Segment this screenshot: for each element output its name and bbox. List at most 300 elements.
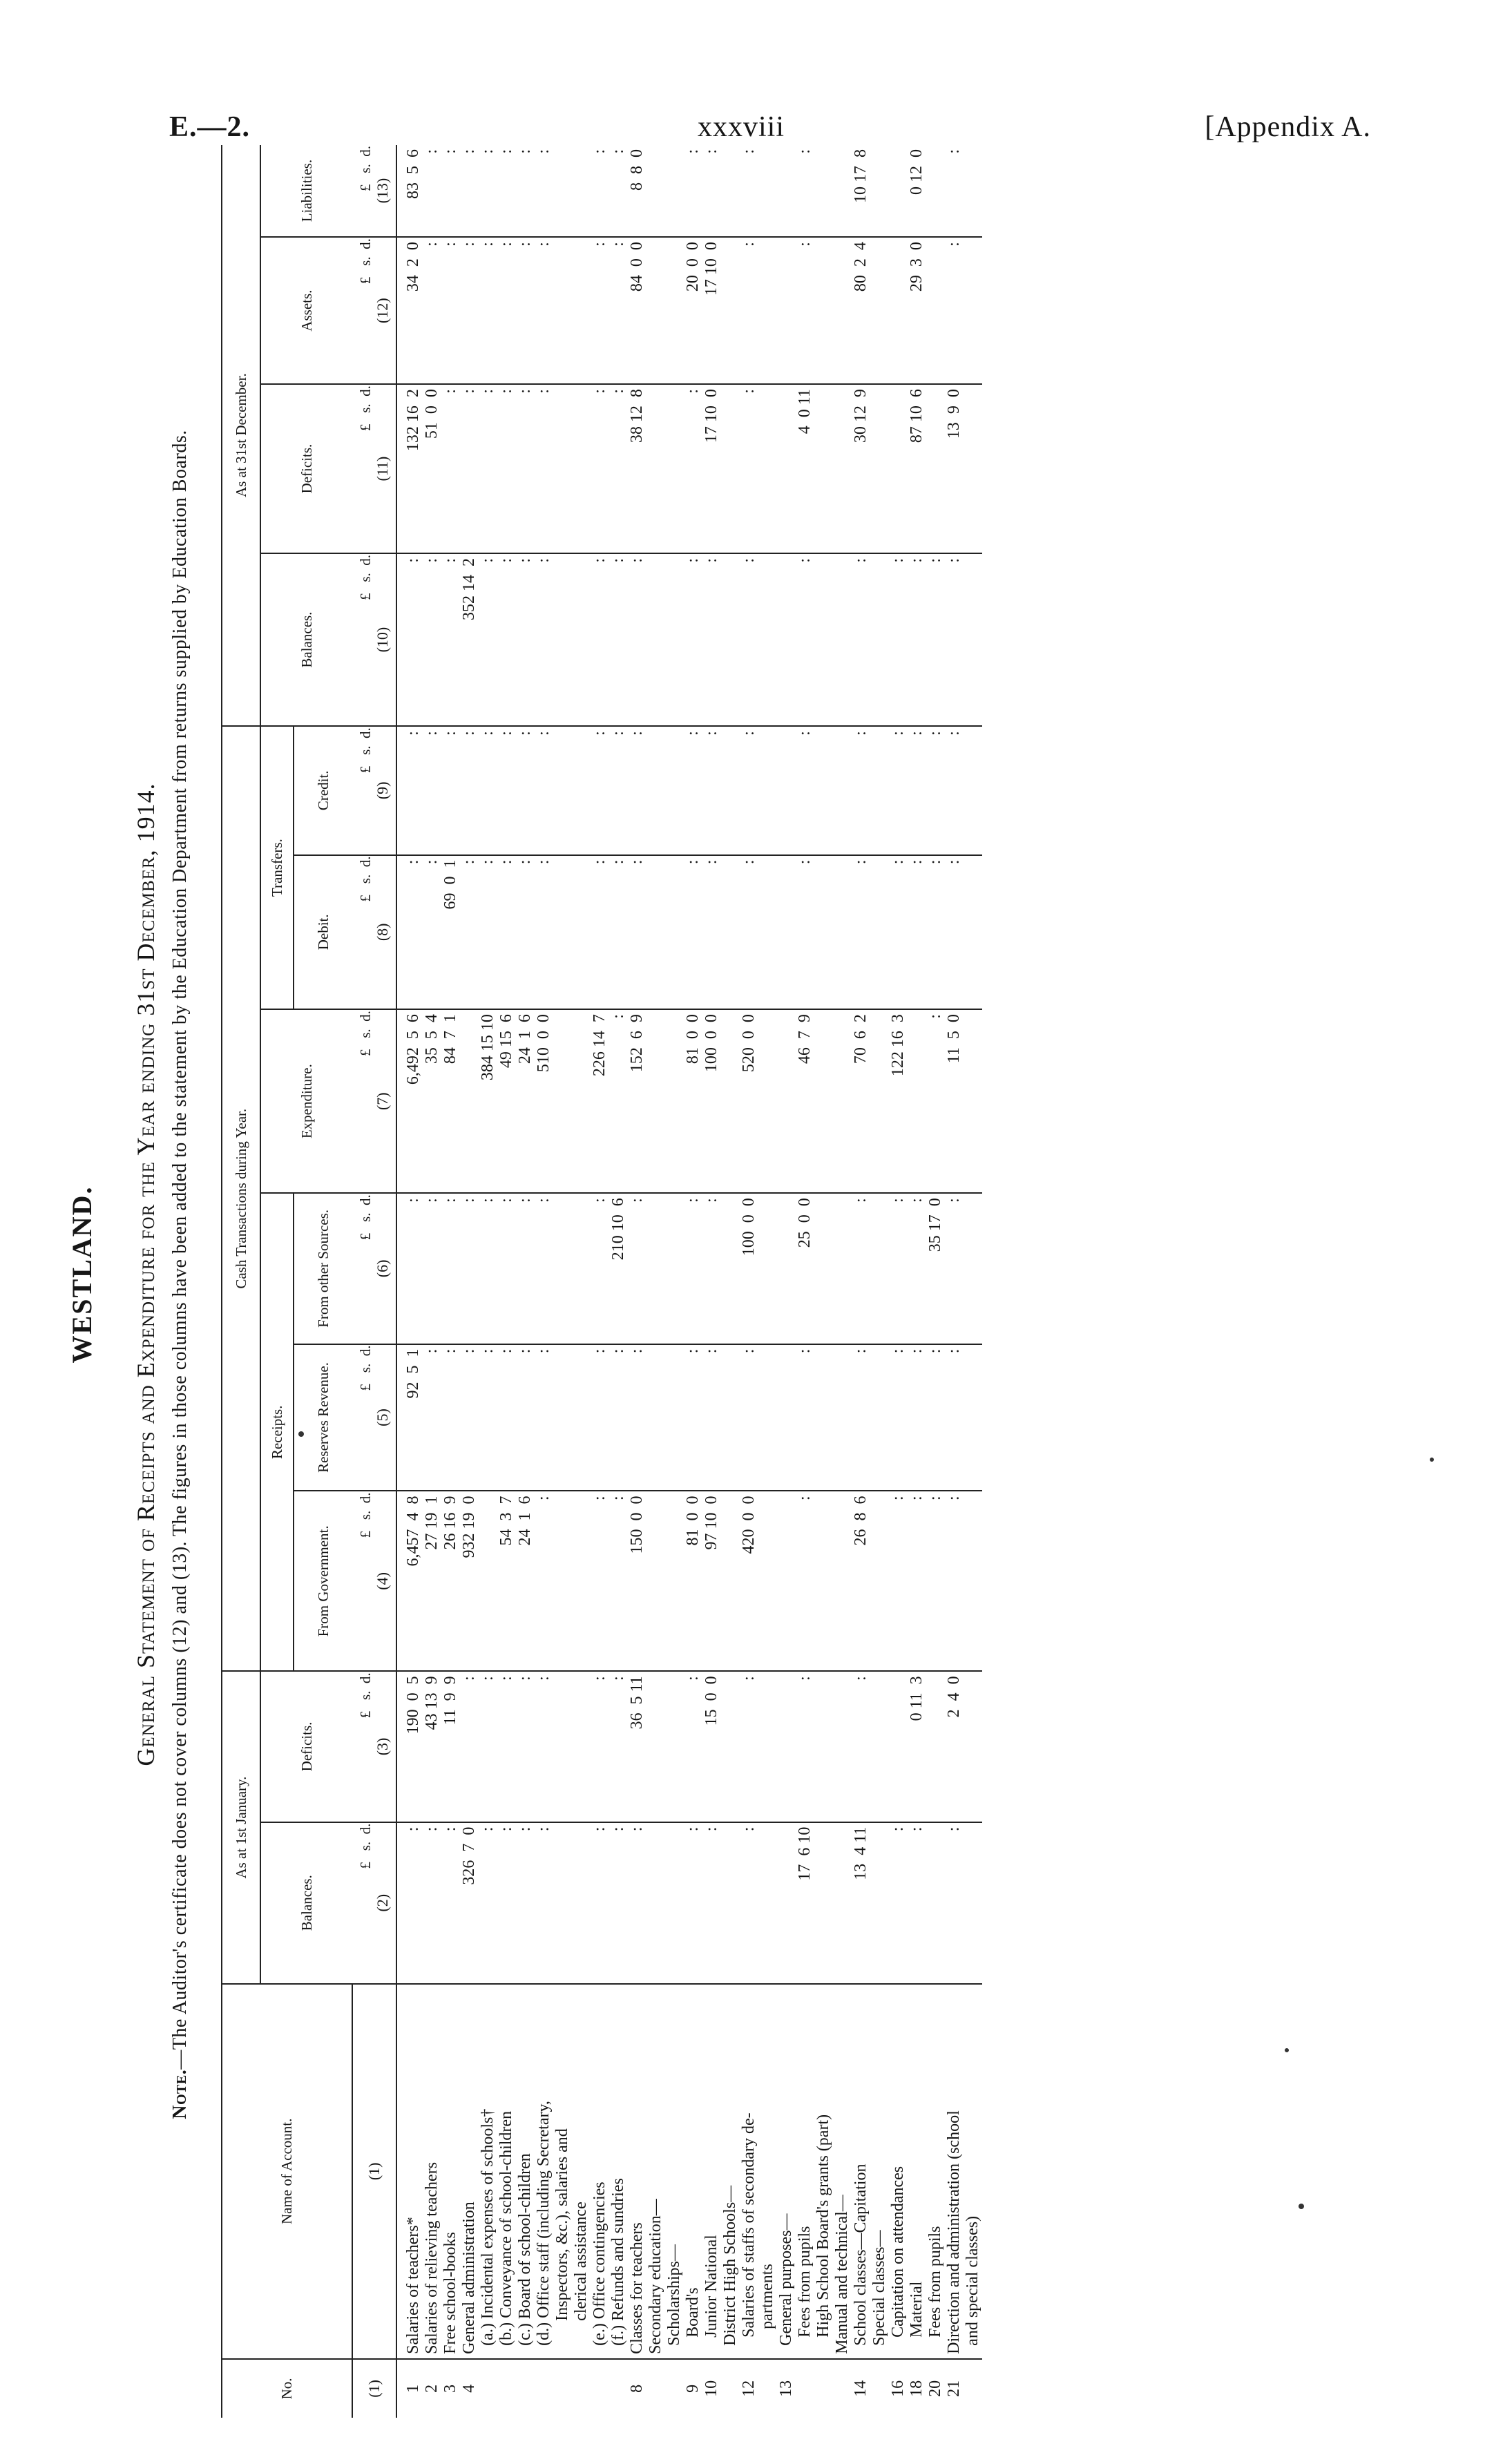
cell-col-10: [721, 553, 740, 726]
col-number-label: (7): [373, 1092, 391, 1111]
cell-account-name: Salaries of staffs of secondary de-: [740, 1984, 758, 2359]
cell-account-name: Material: [908, 1984, 926, 2359]
cell-col-10: :: [908, 553, 926, 726]
cell-col-2: :: [889, 1822, 908, 1984]
cell-col-4: [646, 1491, 665, 1671]
cell-account-name: partments: [758, 1984, 777, 2359]
cell-col-12: [870, 237, 889, 384]
cell-col-6: :: [684, 1193, 702, 1344]
cell-col-4: :: [535, 1491, 553, 1671]
cell-col-3: [777, 1671, 796, 1822]
table-row: [889, 145, 908, 2418]
cell-col-7: 226 14 7: [591, 1009, 609, 1193]
col-number-label: (2): [373, 1893, 391, 1912]
cell-col-8: [758, 855, 777, 1010]
cell-col-5: :: [926, 1344, 945, 1491]
cell-col-11: :: [441, 384, 460, 553]
cell-col-2: [777, 1822, 796, 1984]
col-header-debit: Debit.: [294, 855, 352, 1010]
cell-col-13: [889, 145, 908, 237]
cell-col-5: [721, 1344, 740, 1491]
cell-col-6: [964, 1193, 982, 1344]
cell-col-5: :: [535, 1344, 553, 1491]
cell-col-2: :: [441, 1822, 460, 1984]
cell-row-number: 2: [423, 2384, 441, 2393]
cell-col-9: :: [852, 726, 870, 854]
cell-col-4: :: [908, 1491, 926, 1671]
cell-col-4: :: [926, 1491, 945, 1671]
cell-col-13: [721, 145, 740, 237]
cell-col-6: :: [535, 1193, 553, 1344]
cell-col-9: :: [702, 726, 721, 854]
cell-row-number: [833, 2359, 852, 2418]
cell-col-2: :: [535, 1822, 553, 1984]
cell-col-6: :: [628, 1193, 646, 1344]
cell-col-9: [777, 726, 796, 854]
cell-col-13: 0 12 0: [908, 145, 926, 237]
cell-col-7: [758, 1009, 777, 1193]
cell-col-13: 8 8 0: [628, 145, 646, 237]
cell-account-name: Free school-books: [441, 1984, 460, 2359]
cell-col-5: :: [516, 1344, 535, 1491]
cell-col-7: 35 5 4: [423, 1009, 441, 1193]
cell-col-8: [721, 855, 740, 1010]
cell-col-11: [665, 384, 684, 553]
lsd-units: £ s. d.: [356, 385, 374, 432]
cell-col-4: :: [889, 1491, 908, 1671]
col-header-balances-jan: Balances.: [260, 1822, 352, 1984]
cell-account-name: (f.) Refunds and sundries: [609, 1984, 628, 2359]
cell-col-6: [665, 1193, 684, 1344]
cell-col-6: [553, 1193, 572, 1344]
col-number-7: [352, 1009, 396, 1193]
cell-col-11: :: [609, 384, 628, 553]
col-number-12: [352, 237, 396, 384]
table-row: [702, 145, 721, 2418]
cell-col-13: [758, 145, 777, 237]
cell-col-4: [964, 1491, 982, 1671]
cell-col-10: :: [852, 553, 870, 726]
cell-col-5: :: [591, 1344, 609, 1491]
cell-col-8: :: [852, 855, 870, 1010]
cell-col-9: :: [945, 726, 964, 854]
cell-col-11: :: [684, 384, 702, 553]
lsd-units: £ s. d.: [356, 554, 374, 600]
page-number: xxxviii: [698, 111, 785, 143]
cell-col-12: [665, 237, 684, 384]
cell-col-6: [646, 1193, 665, 1344]
cell-account-name: High School Board's grants (part): [814, 1984, 833, 2359]
cell-col-5: :: [423, 1344, 441, 1491]
cell-col-12: :: [740, 237, 758, 384]
cell-col-11: :: [479, 384, 497, 553]
cell-col-6: :: [591, 1193, 609, 1344]
cell-col-11: [777, 384, 796, 553]
cell-col-5: :: [889, 1344, 908, 1491]
cell-col-11: [814, 384, 833, 553]
cell-account-name: Special classes—: [870, 1984, 889, 2359]
page-code: E.—2.: [169, 111, 251, 143]
cell-col-9: :: [591, 726, 609, 854]
cell-col-5: :: [740, 1344, 758, 1491]
cell-col-7: 384 15 10: [479, 1009, 497, 1193]
cell-col-11: [926, 384, 945, 553]
cell-col-9: [665, 726, 684, 854]
cell-account-name: Fees from pupils: [796, 1984, 814, 2359]
col-number-label: (13): [373, 178, 391, 204]
table-row: [908, 145, 926, 2418]
cell-col-13: :: [535, 145, 553, 237]
cell-col-2: [870, 1822, 889, 1984]
cell-col-4: [758, 1491, 777, 1671]
lsd-units: £ s. d.: [356, 1011, 374, 1057]
cell-col-11: 38 12 8: [628, 384, 646, 553]
cell-col-5: [964, 1344, 982, 1491]
cell-col-13: :: [479, 145, 497, 237]
cell-col-3: 43 13 9: [423, 1671, 441, 1822]
cell-col-3: :: [684, 1671, 702, 1822]
cell-col-13: :: [945, 145, 964, 237]
col-header-deficits-jan: Deficits.: [260, 1671, 352, 1822]
cell-col-4: [777, 1491, 796, 1671]
col-number-label: (8): [373, 923, 391, 942]
cell-col-2: [833, 1822, 852, 1984]
cell-col-7: 84 7 1: [441, 1009, 460, 1193]
cell-col-2: :: [423, 1822, 441, 1984]
cell-col-11: [833, 384, 852, 553]
cell-col-7: [833, 1009, 852, 1193]
cell-col-10: [833, 553, 852, 726]
cell-col-10: :: [926, 553, 945, 726]
cell-col-8: [646, 855, 665, 1010]
cell-col-7: 520 0 0: [740, 1009, 758, 1193]
cell-account-name: (c.) Board of school-children: [516, 1984, 535, 2359]
cell-col-7: [460, 1009, 479, 1193]
lsd-units: £ s. d.: [356, 727, 374, 774]
cell-col-6: 35 17 0: [926, 1193, 945, 1344]
cell-col-12: [833, 237, 852, 384]
cell-row-number: 4: [460, 2384, 478, 2393]
cell-account-name: Junior National: [702, 1984, 721, 2359]
table-row: [423, 145, 441, 2418]
ink-speck: [1430, 1458, 1434, 1462]
cell-col-3: [964, 1671, 982, 1822]
cell-col-2: 13 4 11: [852, 1822, 870, 1984]
cell-col-11: 51 0 0: [423, 384, 441, 553]
cell-col-9: [646, 726, 665, 854]
cell-col-8: [870, 855, 889, 1010]
cell-col-11: 87 10 6: [908, 384, 926, 553]
cell-row-number: 14: [852, 2380, 870, 2397]
cell-col-5: [758, 1344, 777, 1491]
cell-col-13: 83 5 6: [396, 145, 423, 237]
cell-col-9: :: [441, 726, 460, 854]
cell-col-4: [833, 1491, 852, 1671]
cell-col-2: 326 7 0: [460, 1822, 479, 1984]
cell-row-number: [479, 2359, 497, 2418]
cell-col-8: :: [591, 855, 609, 1010]
cell-col-5: :: [628, 1344, 646, 1491]
cell-col-3: [870, 1671, 889, 1822]
cell-col-11: 13 9 0: [945, 384, 964, 553]
cell-col-11: [870, 384, 889, 553]
cell-col-6: :: [945, 1193, 964, 1344]
col-number-label: (5): [373, 1408, 391, 1426]
cell-row-number: [535, 2359, 553, 2418]
col-header-deficits-dec: Deficits.: [260, 384, 352, 553]
cell-col-3: 190 0 5: [396, 1671, 423, 1822]
cell-col-2: :: [497, 1822, 516, 1984]
table-row: [628, 145, 646, 2418]
cell-col-13: [814, 145, 833, 237]
cell-col-5: :: [497, 1344, 516, 1491]
cell-col-3: :: [852, 1671, 870, 1822]
cell-col-2: [665, 1822, 684, 1984]
cell-account-name: Inspectors, &c.), salaries and: [553, 1984, 572, 2359]
cell-col-6: [777, 1193, 796, 1344]
cell-col-13: :: [460, 145, 479, 237]
cell-col-7: 122 16 3: [889, 1009, 908, 1193]
cell-col-8: :: [535, 855, 553, 1010]
table-row: [852, 145, 870, 2418]
cell-account-name: Capitation on attendances: [889, 1984, 908, 2359]
cell-col-12: :: [796, 237, 814, 384]
lsd-units: £ s. d.: [356, 1672, 374, 1719]
cell-row-number: [497, 2359, 516, 2418]
cell-account-name: (d.) Office staff (including Secretary,: [535, 1984, 553, 2359]
cell-col-11: :: [497, 384, 516, 553]
header-transfers: Transfers.: [260, 726, 294, 1009]
table-row: [926, 145, 945, 2418]
cell-col-6: :: [423, 1193, 441, 1344]
cell-col-13: 10 17 8: [852, 145, 870, 237]
cell-row-number: 16: [889, 2380, 907, 2397]
header-1st-january: As at 1st January.: [222, 1671, 260, 1984]
cell-col-6: [758, 1193, 777, 1344]
table-row: [721, 145, 740, 2418]
cell-col-4: 6,457 4 8: [396, 1491, 423, 1671]
statement-rows: [396, 145, 982, 2418]
cell-col-10: :: [516, 553, 535, 726]
cell-col-4: :: [945, 1491, 964, 1671]
col-number-label: (10): [373, 627, 391, 653]
table-row: [964, 145, 982, 2418]
cell-col-2: [758, 1822, 777, 1984]
col-number-9: [352, 726, 396, 854]
col-header-reserves-revenue: Reserves Revenue.: [294, 1344, 352, 1491]
cell-row-number: [572, 2359, 591, 2418]
cell-col-3: 2 4 0: [945, 1671, 964, 1822]
cell-col-12: [646, 237, 665, 384]
appendix-label: [Appendix A.: [1205, 111, 1371, 143]
cell-col-8: 69 0 1: [441, 855, 460, 1010]
cell-col-7: [572, 1009, 591, 1193]
cell-col-13: :: [423, 145, 441, 237]
cell-col-11: [758, 384, 777, 553]
cell-col-9: [814, 726, 833, 854]
lsd-units: £ s. d.: [356, 1823, 374, 1869]
header-31st-december: As at 31st December.: [222, 145, 260, 726]
cell-col-4: :: [609, 1491, 628, 1671]
cell-col-7: 24 1 6: [516, 1009, 535, 1193]
cell-col-5: :: [441, 1344, 460, 1491]
cell-col-13: [665, 145, 684, 237]
cell-col-2: :: [609, 1822, 628, 1984]
col-header-other-sources: From other Sources.: [294, 1193, 352, 1344]
cell-col-2: :: [945, 1822, 964, 1984]
cell-col-8: :: [460, 855, 479, 1010]
cell-col-11: :: [740, 384, 758, 553]
col-number-2: [352, 1822, 396, 1984]
cell-col-5: 92 5 1: [396, 1344, 423, 1491]
cell-col-5: [814, 1344, 833, 1491]
cell-col-9: :: [497, 726, 516, 854]
cell-col-8: :: [628, 855, 646, 1010]
cell-row-number: [796, 2359, 814, 2418]
cell-col-4: [479, 1491, 497, 1671]
cell-col-12: [553, 237, 572, 384]
cell-col-7: [964, 1009, 982, 1193]
cell-col-3: 11 9 9: [441, 1671, 460, 1822]
cell-row-number: [665, 2359, 684, 2418]
cell-col-10: [553, 553, 572, 726]
cell-account-name: Board's: [684, 1984, 702, 2359]
cell-col-12: :: [516, 237, 535, 384]
cell-col-10: :: [889, 553, 908, 726]
cell-account-name: clerical assistance: [572, 1984, 591, 2359]
cell-col-7: 6,492 5 6: [396, 1009, 423, 1193]
cell-col-12: :: [497, 237, 516, 384]
cell-col-7: 81 0 0: [684, 1009, 702, 1193]
cell-col-12: [777, 237, 796, 384]
cell-row-number: [721, 2359, 740, 2418]
table-row: [441, 145, 460, 2418]
col-number-4: [352, 1491, 396, 1671]
cell-col-9: :: [423, 726, 441, 854]
cell-col-13: :: [441, 145, 460, 237]
cell-account-name: Scholarships—: [665, 1984, 684, 2359]
cell-col-9: [553, 726, 572, 854]
cell-col-7: [665, 1009, 684, 1193]
cell-col-13: :: [497, 145, 516, 237]
cell-row-number: [609, 2359, 628, 2418]
col-number-3: [352, 1671, 396, 1822]
cell-account-name: Classes for teachers: [628, 1984, 646, 2359]
auditor-note: [169, 117, 191, 2432]
cell-col-2: [572, 1822, 591, 1984]
cell-col-8: :: [926, 855, 945, 1010]
table-row: [497, 145, 516, 2418]
cell-col-5: :: [702, 1344, 721, 1491]
col-number-label: (4): [373, 1572, 391, 1590]
cell-col-5: [665, 1344, 684, 1491]
cell-col-12: [964, 237, 982, 384]
cell-col-10: :: [535, 553, 553, 726]
cell-col-3: [646, 1671, 665, 1822]
cell-col-2: :: [516, 1822, 535, 1984]
page-title: WESTLAND.: [66, 1185, 97, 1364]
cell-col-10: :: [479, 553, 497, 726]
cell-col-2: [926, 1822, 945, 1984]
cell-col-3: :: [460, 1671, 479, 1822]
cell-col-2: 17 6 10: [796, 1822, 814, 1984]
cell-col-3: [814, 1671, 833, 1822]
cell-col-9: :: [684, 726, 702, 854]
cell-row-number: [591, 2359, 609, 2418]
cell-col-5: :: [796, 1344, 814, 1491]
cell-account-name: (e.) Office contingencies: [591, 1984, 609, 2359]
cell-col-11: [889, 384, 908, 553]
cell-col-11: :: [535, 384, 553, 553]
cell-col-11: 4 0 11: [796, 384, 814, 553]
cell-row-number: [553, 2359, 572, 2418]
cell-col-5: :: [609, 1344, 628, 1491]
cell-col-10: :: [396, 553, 423, 726]
cell-col-12: 20 0 0: [684, 237, 702, 384]
cell-col-10: [814, 553, 833, 726]
note-label: Note.: [169, 2069, 191, 2119]
cell-row-number: 12: [740, 2380, 758, 2397]
col-number-1: (1): [352, 2359, 396, 2418]
cell-account-name: Fees from pupils: [926, 1984, 945, 2359]
cell-account-name: (a.) Incidental expenses of schools†: [479, 1984, 497, 2359]
cell-row-number: [646, 2359, 665, 2418]
cell-col-13: [777, 145, 796, 237]
cell-col-12: [926, 237, 945, 384]
cell-account-name: and special classes): [964, 1984, 982, 2359]
cell-col-9: [870, 726, 889, 854]
cell-col-10: [758, 553, 777, 726]
header-receipts: Receipts.: [260, 1193, 294, 1671]
cell-account-name: School classes—Capitation: [852, 1984, 870, 2359]
cell-col-4: 27 19 1: [423, 1491, 441, 1671]
cell-col-3: :: [497, 1671, 516, 1822]
table-row: [796, 145, 814, 2418]
cell-col-4: :: [796, 1491, 814, 1671]
cell-col-9: :: [926, 726, 945, 854]
cell-col-11: 30 12 9: [852, 384, 870, 553]
cell-col-7: [553, 1009, 572, 1193]
col-number-1-name: (1): [352, 1984, 396, 2359]
cell-col-8: :: [684, 855, 702, 1010]
cell-col-4: [814, 1491, 833, 1671]
table-row: [591, 145, 609, 2418]
cell-col-5: :: [684, 1344, 702, 1491]
cell-col-13: [646, 145, 665, 237]
cell-col-11: [964, 384, 982, 553]
cell-col-2: [553, 1822, 572, 1984]
cell-account-name: General administration: [460, 1984, 479, 2359]
table-row: [460, 145, 479, 2418]
cell-col-2: :: [702, 1822, 721, 1984]
cell-col-4: 26 16 9: [441, 1491, 460, 1671]
statement-table: [221, 145, 982, 2418]
cell-col-9: :: [796, 726, 814, 854]
cell-col-13: [833, 145, 852, 237]
cell-col-11: :: [460, 384, 479, 553]
table-row: [777, 145, 796, 2418]
cell-col-11: [646, 384, 665, 553]
cell-row-number: 20: [926, 2380, 944, 2397]
cell-col-12: [572, 237, 591, 384]
cell-col-3: 36 5 11: [628, 1671, 646, 1822]
table-row: [516, 145, 535, 2418]
cell-col-9: :: [740, 726, 758, 854]
cell-row-number: 18: [908, 2380, 926, 2397]
cell-col-11: [572, 384, 591, 553]
cell-col-4: [721, 1491, 740, 1671]
cell-col-6: 210 10 6: [609, 1193, 628, 1344]
